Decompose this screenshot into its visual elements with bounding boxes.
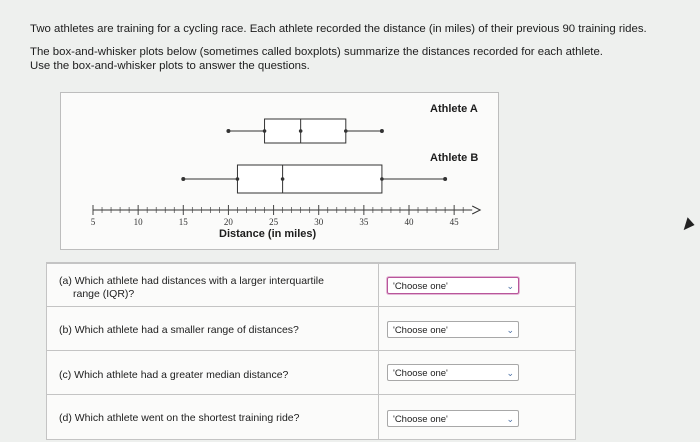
chevron-down-icon: ⌄ — [506, 368, 514, 378]
athlete-a-min-point — [226, 129, 230, 133]
x-axis-arrow — [472, 206, 480, 214]
athlete-a-median-point — [299, 129, 303, 133]
athlete-a-label: Athlete A — [430, 103, 478, 115]
x-tick-label: 35 — [359, 217, 369, 227]
chevron-down-icon: ⌄ — [506, 281, 514, 291]
athlete-a-q3-point — [344, 129, 348, 133]
athlete-a-max-point — [380, 129, 384, 133]
question-c-text: (c) Which athlete had a greater median distance? — [59, 369, 289, 381]
questions-table — [46, 262, 576, 440]
athlete-a-q1-point — [263, 129, 267, 133]
boxplot-figure — [60, 92, 499, 250]
intro-paragraph-2-line-1: The box-and-whisker plots below (sometimes called boxplots) summarize the distances recorded for each athlete. — [30, 46, 603, 58]
x-tick-label: 25 — [269, 217, 279, 227]
chevron-down-icon: ⌄ — [506, 414, 514, 424]
x-tick-label: 45 — [449, 217, 459, 227]
question-row-b — [47, 306, 575, 351]
chevron-down-icon: ⌄ — [506, 325, 514, 335]
question-row-c — [47, 350, 575, 395]
x-tick-label: 20 — [223, 217, 233, 227]
x-tick-label: 15 — [178, 217, 188, 227]
intro-paragraph-2-line-2: Use the box-and-whisker plots to answer the questions. — [30, 60, 310, 72]
athlete-a-box — [265, 119, 346, 143]
x-tick-label: 40 — [404, 217, 414, 227]
question-d-text: (d) Which athlete went on the shortest training ride? — [59, 412, 300, 424]
x-tick-label: 10 — [133, 217, 143, 227]
athlete-b-box — [237, 165, 381, 193]
athlete-b-label: Athlete B — [430, 152, 479, 164]
question-b-text: (b) Which athlete had a smaller range of distances? — [59, 324, 299, 336]
mouse-pointer-icon — [679, 216, 694, 230]
x-axis-label: Distance (in miles) — [219, 228, 317, 240]
athlete-b-min-point — [181, 177, 185, 181]
question-a-text: (a) Which athlete had distances with a larger interquartile range (IQR)? — [59, 275, 324, 300]
question-row-d — [47, 394, 575, 440]
answer-select-d[interactable]: 'Choose one' ⌄ — [387, 410, 519, 427]
answer-select-a[interactable]: 'Choose one' ⌄ — [387, 277, 519, 294]
instructions — [30, 22, 690, 73]
x-tick-label: 5 — [90, 217, 96, 227]
intro-paragraph-1: Two athletes are training for a cycling race. Each athlete recorded the distance (in miles) of their previous 90 training rides. — [30, 23, 647, 35]
question-row-a — [47, 263, 575, 307]
athlete-b-q1-point — [236, 177, 240, 181]
answer-select-b[interactable]: 'Choose one' ⌄ — [387, 321, 519, 338]
answer-select-c[interactable]: 'Choose one' ⌄ — [387, 364, 519, 381]
athlete-b-median-point — [281, 177, 285, 181]
x-tick-label: 30 — [314, 217, 324, 227]
athlete-b-q3-point — [380, 177, 384, 181]
athlete-b-max-point — [443, 177, 447, 181]
boxplot-svg — [61, 93, 498, 249]
